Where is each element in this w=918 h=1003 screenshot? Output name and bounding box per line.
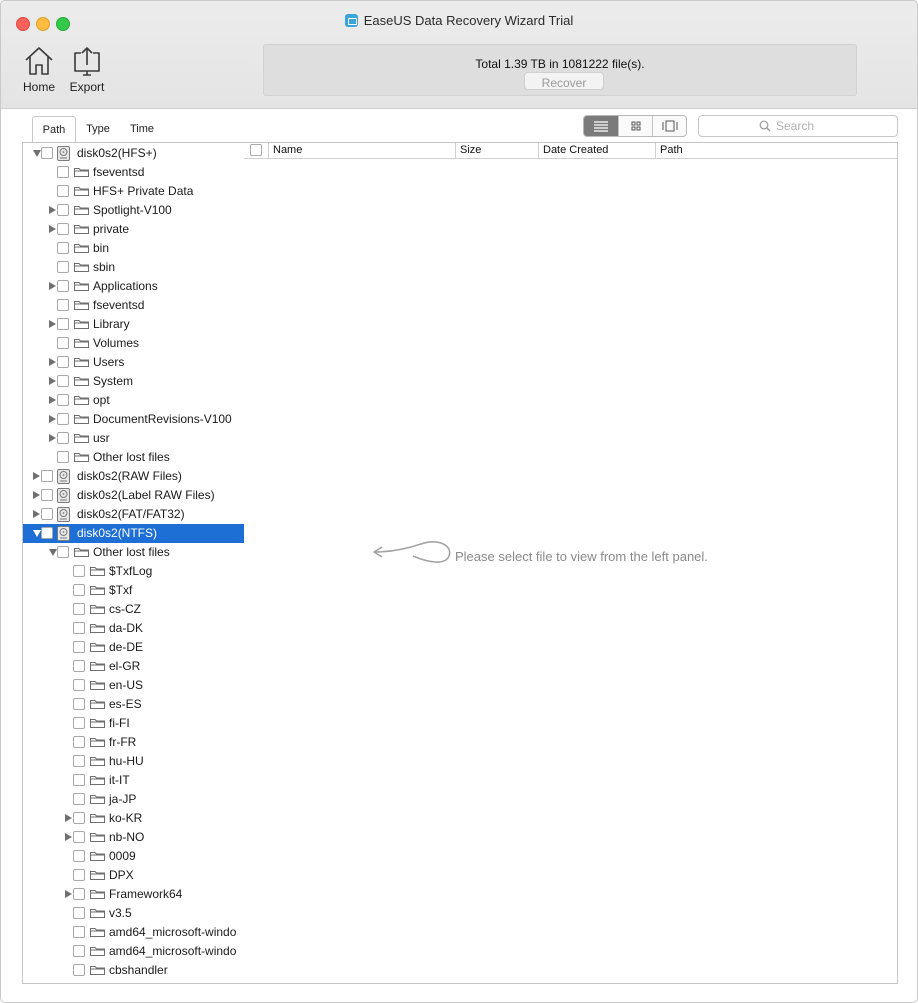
view-mode-selector: [583, 115, 687, 137]
tree-item-label: disk0s2(HFS+): [77, 146, 157, 160]
disclosure-collapsed-icon[interactable]: [65, 833, 72, 841]
home-label: Home: [22, 80, 55, 94]
export-icon: [71, 46, 103, 76]
tree-folder-item[interactable]: [23, 866, 245, 885]
disclosure-collapsed-icon[interactable]: [49, 358, 56, 366]
folder-icon: [90, 927, 105, 937]
empty-state-hint: [369, 536, 869, 576]
tree-folder-item[interactable]: [23, 239, 245, 258]
filmstrip-view-icon: [653, 116, 687, 136]
tree-disk-item[interactable]: [23, 467, 245, 486]
tree-folder-item[interactable]: [23, 163, 245, 182]
tree-folder-item[interactable]: [23, 714, 245, 733]
app-icon: [345, 14, 358, 27]
tree-item-checkbox[interactable]: [57, 546, 69, 558]
tree-item-checkbox[interactable]: [73, 793, 85, 805]
tree-folder-item[interactable]: [23, 391, 245, 410]
disclosure-collapsed-icon[interactable]: [49, 206, 56, 214]
tab-time[interactable]: Time: [129, 123, 155, 135]
empty-state-text: Please select file to view from the left panel.: [455, 549, 708, 564]
tree-item-label: v3.5: [109, 906, 132, 920]
disclosure-collapsed-icon[interactable]: [49, 396, 56, 404]
export-label: Export: [69, 80, 105, 94]
tree-item-checkbox[interactable]: [73, 907, 85, 919]
toolbar: [1, 1, 917, 109]
tree-item-checkbox[interactable]: [73, 717, 85, 729]
tree-item-checkbox[interactable]: [73, 812, 85, 824]
tree-item-label: ja-JP: [109, 792, 137, 806]
tree-item-label: amd64_microsoft-windo: [109, 925, 237, 939]
folder-icon: [90, 642, 105, 652]
tree-folder-item[interactable]: [23, 619, 245, 638]
tree-item-label: opt: [93, 393, 110, 407]
disclosure-collapsed-icon[interactable]: [49, 282, 56, 290]
tree-item-checkbox[interactable]: [57, 166, 69, 178]
tree-folder-item[interactable]: [23, 752, 245, 771]
tree-item-checkbox[interactable]: [57, 261, 69, 273]
curved-arrow-icon: [369, 536, 459, 576]
tree-item-label: Library: [93, 317, 130, 331]
tree-item-checkbox[interactable]: [73, 698, 85, 710]
tree-disk-item[interactable]: [23, 144, 245, 163]
folder-icon: [90, 756, 105, 766]
folder-icon: [90, 718, 105, 728]
tree-folder-item[interactable]: [23, 581, 245, 600]
tree-item-label: Users: [93, 355, 125, 369]
tree-item-label: fseventsd: [93, 298, 145, 312]
tree-item-checkbox[interactable]: [73, 603, 85, 615]
folder-icon: [90, 661, 105, 671]
folder-tree: [22, 142, 246, 984]
tree-item-label: disk0s2(NTFS): [77, 526, 158, 540]
tree-folder-item[interactable]: [23, 410, 245, 429]
home-icon: [23, 46, 55, 76]
tree-item-checkbox[interactable]: [73, 926, 85, 938]
folder-icon: [90, 908, 105, 918]
scan-status-panel: [263, 44, 857, 96]
tree-item-checkbox[interactable]: [73, 641, 85, 653]
tree-folder-item[interactable]: [23, 201, 245, 220]
tree-item-checkbox[interactable]: [73, 850, 85, 862]
window-title: [1, 13, 917, 28]
tree-folder-item[interactable]: [23, 828, 245, 847]
tab-type[interactable]: Type: [86, 123, 110, 135]
tree-item-label: sbin: [93, 260, 116, 274]
tree-item-checkbox[interactable]: [57, 318, 69, 330]
tree-folder-item[interactable]: [23, 448, 245, 467]
folder-icon: [90, 813, 105, 823]
grid-view-button[interactable]: [618, 116, 653, 136]
tree-item-checkbox[interactable]: [57, 394, 69, 406]
tree-item-label: en-US: [109, 678, 144, 692]
window-title-text: EaseUS Data Recovery Wizard Trial: [363, 13, 574, 28]
folder-icon: [74, 243, 89, 253]
tree-item-checkbox[interactable]: [57, 223, 69, 235]
folder-icon: [90, 851, 105, 861]
search-input[interactable]: [698, 115, 898, 137]
hard-disk-icon: [57, 526, 70, 541]
column-header-size[interactable]: Size: [456, 143, 539, 158]
tree-item-checkbox[interactable]: [57, 242, 69, 254]
tree-item-checkbox[interactable]: [73, 869, 85, 881]
tree-item-label: Applications: [93, 279, 158, 293]
tree-folder-item[interactable]: [23, 904, 245, 923]
tree-item-label: da-DK: [109, 621, 144, 635]
tree-item-label: fr-FR: [109, 735, 137, 749]
folder-icon: [90, 566, 105, 576]
tree-item-label: 0009: [109, 849, 136, 863]
tree-folder-item[interactable]: [23, 277, 245, 296]
tree-item-label: fseventsd: [93, 165, 145, 179]
tree-item-label: disk0s2(Label RAW Files): [77, 488, 215, 502]
tree-item-checkbox[interactable]: [41, 508, 53, 520]
folder-icon: [90, 832, 105, 842]
folder-icon: [90, 699, 105, 709]
folder-icon: [90, 889, 105, 899]
folder-icon: [74, 357, 89, 367]
folder-icon: [74, 319, 89, 329]
folder-icon: [74, 433, 89, 443]
disclosure-collapsed-icon[interactable]: [49, 377, 56, 385]
disclosure-collapsed-icon[interactable]: [65, 814, 72, 822]
folder-icon: [90, 623, 105, 633]
tree-folder-item[interactable]: [23, 600, 245, 619]
tree-item-checkbox[interactable]: [73, 945, 85, 957]
tree-item-checkbox[interactable]: [41, 470, 53, 482]
tree-item-checkbox[interactable]: [41, 527, 53, 539]
tree-item-checkbox[interactable]: [57, 413, 69, 425]
tree-item-checkbox[interactable]: [57, 356, 69, 368]
scan-total-text: Total 1.39 TB in 1081222 file(s).: [475, 57, 645, 71]
recover-button[interactable]: Recover: [524, 72, 604, 90]
disclosure-collapsed-icon[interactable]: [49, 225, 56, 233]
tree-item-checkbox[interactable]: [73, 964, 85, 976]
tree-folder-item[interactable]: [23, 790, 245, 809]
tree-disk-item[interactable]: [23, 524, 245, 543]
tree-folder-item[interactable]: [23, 733, 245, 752]
tree-item-checkbox[interactable]: [57, 299, 69, 311]
tree-item-label: Other lost files: [93, 450, 170, 464]
export-button[interactable]: [59, 46, 115, 94]
folder-icon: [90, 585, 105, 595]
disclosure-collapsed-icon[interactable]: [65, 890, 72, 898]
hard-disk-icon: [57, 469, 70, 484]
folder-icon: [74, 338, 89, 348]
tree-item-label: de-DE: [109, 640, 144, 654]
folder-icon: [90, 775, 105, 785]
tree-item-label: $TxfLog: [109, 564, 153, 578]
tree-item-checkbox[interactable]: [73, 736, 85, 748]
tree-item-label: cbshandler: [109, 963, 168, 977]
tree-item-checkbox[interactable]: [57, 280, 69, 292]
tree-folder-item[interactable]: [23, 638, 245, 657]
tree-item-label: Framework64: [109, 887, 183, 901]
tree-item-label: $Txf: [109, 583, 133, 597]
disclosure-collapsed-icon[interactable]: [33, 510, 40, 518]
tree-item-label: HFS+ Private Data: [93, 184, 194, 198]
list-view-button[interactable]: [584, 116, 618, 136]
tree-item-checkbox[interactable]: [73, 622, 85, 634]
tree-item-label: System: [93, 374, 134, 388]
column-header-name[interactable]: Name: [269, 143, 456, 158]
column-header-date-created[interactable]: Date Created: [539, 143, 656, 158]
tree-disk-item[interactable]: [23, 505, 245, 524]
tree-item-label: Other lost files: [93, 545, 170, 559]
folder-icon: [74, 205, 89, 215]
list-view-icon: [584, 116, 618, 136]
tree-item-label: amd64_microsoft-windo: [109, 944, 237, 958]
tree-folder-item[interactable]: [23, 847, 245, 866]
folder-icon: [90, 604, 105, 614]
tree-item-label: bin: [93, 241, 110, 255]
file-list-panel: [244, 142, 898, 984]
folder-icon: [74, 395, 89, 405]
tree-item-label: hu-HU: [109, 754, 144, 768]
tree-disk-item[interactable]: [23, 486, 245, 505]
tree-item-checkbox[interactable]: [73, 774, 85, 786]
column-header-path[interactable]: Path: [660, 144, 683, 156]
grid-view-icon: [619, 116, 653, 136]
tree-folder-item[interactable]: [23, 676, 245, 695]
tree-item-label: disk0s2(FAT/FAT32): [77, 507, 185, 521]
tree-folder-item[interactable]: [23, 258, 245, 277]
tree-item-checkbox[interactable]: [41, 147, 53, 159]
tree-folder-item[interactable]: [23, 771, 245, 790]
search-icon: [759, 120, 771, 132]
tree-item-checkbox[interactable]: [57, 375, 69, 387]
folder-icon: [74, 262, 89, 272]
folder-icon: [90, 794, 105, 804]
folder-icon: [74, 281, 89, 291]
tree-item-checkbox[interactable]: [73, 660, 85, 672]
tree-item-label: disk0s2(RAW Files): [77, 469, 182, 483]
folder-icon: [90, 965, 105, 975]
tree-folder-item[interactable]: [23, 296, 245, 315]
folder-icon: [74, 224, 89, 234]
tree-item-checkbox[interactable]: [73, 888, 85, 900]
hard-disk-icon: [57, 507, 70, 522]
tree-folder-item[interactable]: [23, 429, 245, 448]
select-all-checkbox[interactable]: [250, 144, 262, 156]
folder-icon: [90, 946, 105, 956]
folder-icon: [74, 376, 89, 386]
tree-item-checkbox[interactable]: [73, 565, 85, 577]
tree-folder-item[interactable]: [23, 334, 245, 353]
tree-item-checkbox[interactable]: [73, 831, 85, 843]
tree-folder-item[interactable]: [23, 543, 245, 562]
tree-folder-item[interactable]: [23, 961, 245, 980]
tree-item-checkbox[interactable]: [57, 204, 69, 216]
tree-item-label: ko-KR: [109, 811, 143, 825]
tree-item-label: fi-FI: [109, 716, 130, 730]
tree-item-checkbox[interactable]: [41, 489, 53, 501]
file-table-header: [244, 143, 897, 159]
tree-item-checkbox[interactable]: [57, 185, 69, 197]
disclosure-expanded-icon[interactable]: [49, 549, 57, 556]
folder-icon: [90, 870, 105, 880]
tree-item-label: es-ES: [109, 697, 142, 711]
folder-icon: [74, 300, 89, 310]
tree-folder-item[interactable]: [23, 562, 245, 581]
tree-item-checkbox[interactable]: [57, 337, 69, 349]
tree-item-label: el-GR: [109, 659, 141, 673]
tab-path[interactable]: Path: [32, 116, 76, 144]
tree-item-checkbox[interactable]: [73, 755, 85, 767]
tree-folder-item[interactable]: [23, 923, 245, 942]
tree-folder-item[interactable]: [23, 220, 245, 239]
folder-icon: [74, 186, 89, 196]
folder-icon: [74, 547, 89, 557]
tree-folder-item[interactable]: [23, 942, 245, 961]
disclosure-expanded-icon[interactable]: [33, 530, 41, 537]
folder-icon: [90, 680, 105, 690]
tree-item-label: cs-CZ: [109, 602, 141, 616]
tree-item-label: it-IT: [109, 773, 130, 787]
disclosure-collapsed-icon[interactable]: [33, 491, 40, 499]
tree-item-label: private: [93, 222, 130, 236]
disclosure-collapsed-icon[interactable]: [49, 434, 56, 442]
tree-folder-item[interactable]: [23, 657, 245, 676]
search-placeholder: Search: [776, 119, 815, 133]
tree-item-label: usr: [93, 431, 110, 445]
tree-item-label: nb-NO: [109, 830, 145, 844]
tree-folder-item[interactable]: [23, 809, 245, 828]
tree-item-checkbox[interactable]: [73, 679, 85, 691]
folder-icon: [90, 737, 105, 747]
disclosure-collapsed-icon[interactable]: [33, 472, 40, 480]
disclosure-expanded-icon[interactable]: [33, 150, 41, 157]
hard-disk-icon: [57, 488, 70, 503]
tree-item-label: DocumentRevisions-V100: [93, 412, 232, 426]
tree-item-label: DPX: [109, 868, 134, 882]
folder-icon: [74, 452, 89, 462]
folder-icon: [74, 167, 89, 177]
tree-folder-item[interactable]: [23, 182, 245, 201]
select-all-column: [244, 143, 269, 158]
hard-disk-icon: [57, 146, 70, 161]
tree-item-checkbox[interactable]: [73, 584, 85, 596]
tree-item-checkbox[interactable]: [57, 432, 69, 444]
tree-folder-item[interactable]: [23, 372, 245, 391]
disclosure-collapsed-icon[interactable]: [49, 415, 56, 423]
tree-item-label: Volumes: [93, 336, 140, 350]
tree-folder-item[interactable]: [23, 885, 245, 904]
tree-folder-item[interactable]: [23, 353, 245, 372]
tree-folder-item[interactable]: [23, 315, 245, 334]
tree-item-label: Spotlight-V100: [93, 203, 172, 217]
tree-folder-item[interactable]: [23, 695, 245, 714]
folder-icon: [74, 414, 89, 424]
tree-item-checkbox[interactable]: [57, 451, 69, 463]
filmstrip-view-button[interactable]: [652, 116, 687, 136]
disclosure-collapsed-icon[interactable]: [49, 320, 56, 328]
